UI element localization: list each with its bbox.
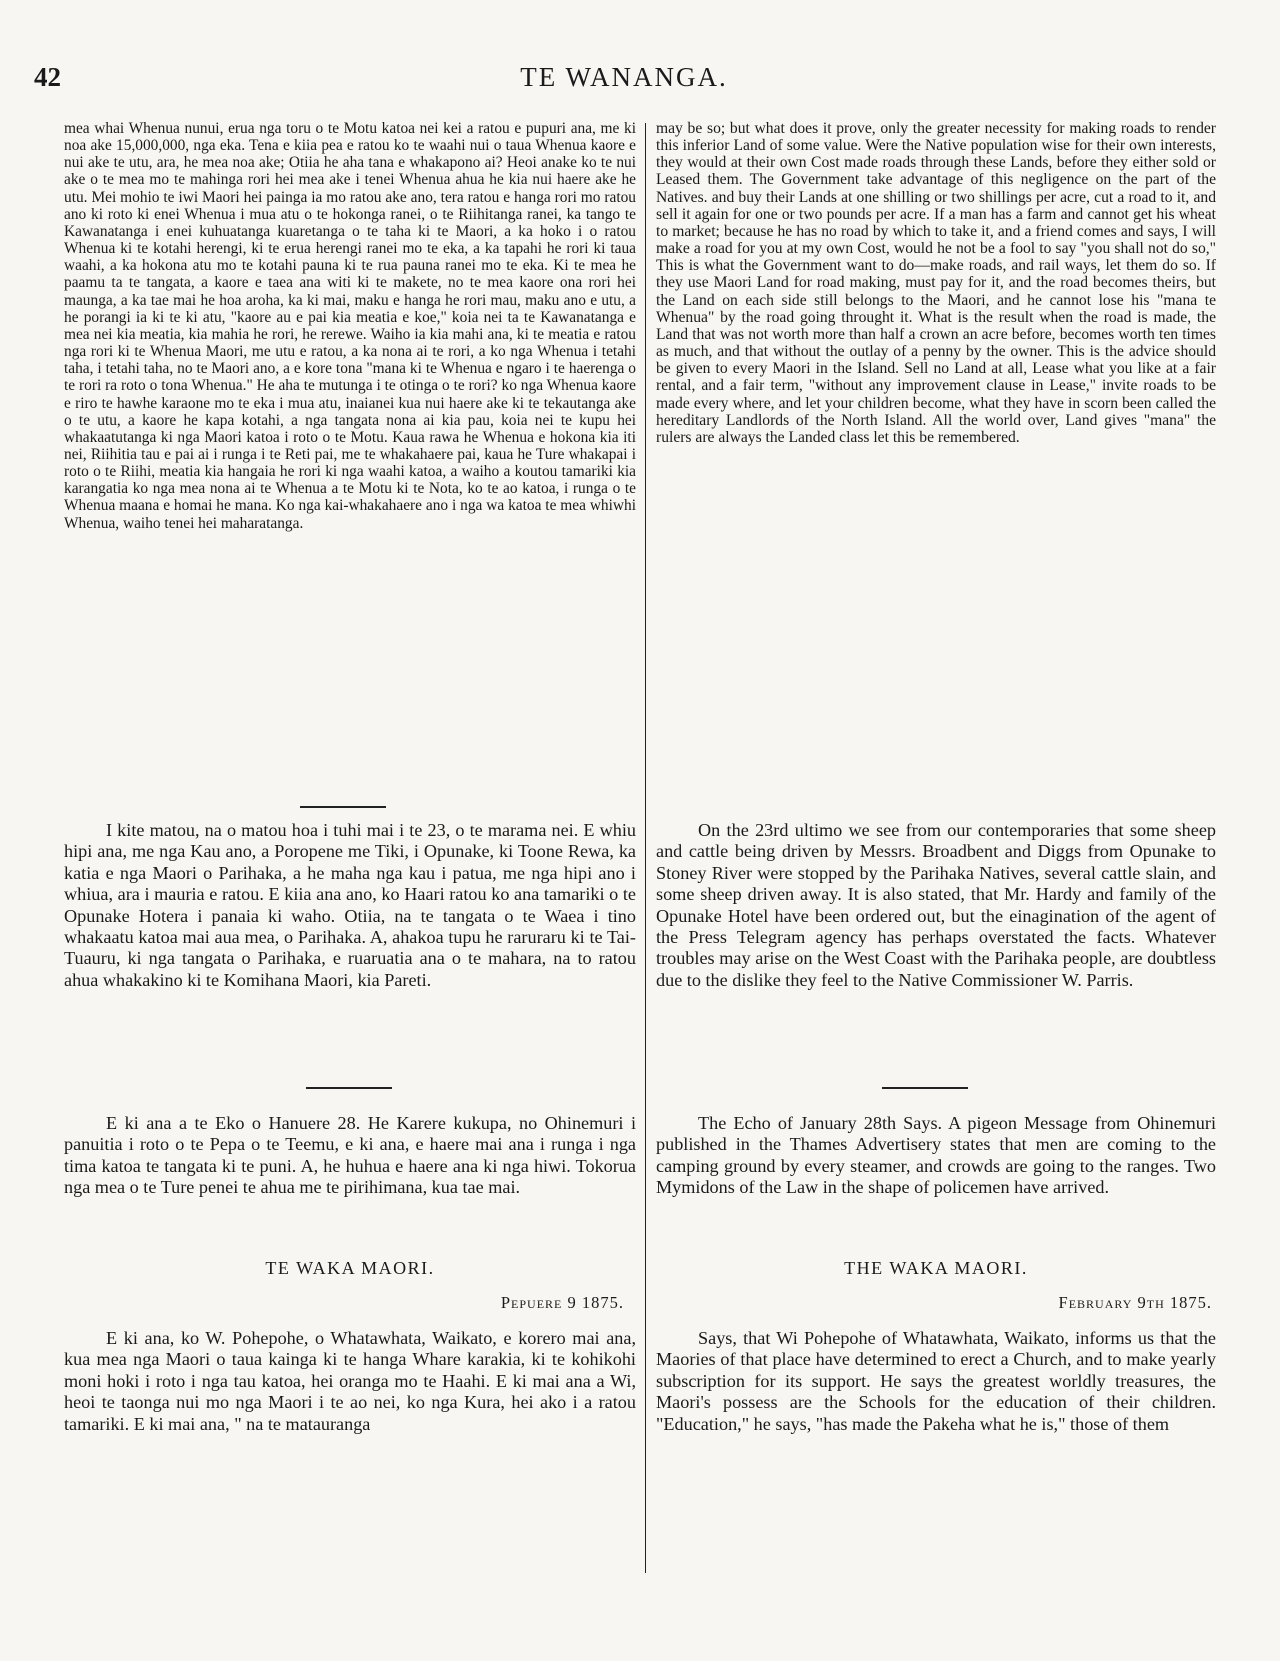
land-maori-text: mea whai Whenua nunui, erua nga toru o te Motu katoa nei kei a ratou e pupuri ana, me ki noa ake 15,000,000, nga eka. Tena e kiia pea e ratou ko te waahi nui o taua Whenua kaore e nui ake te utu, ara, he mea noa ake; Otiia he aha tana e whakapono ai? Heoi anake ko te nui ake o te mea mo te mahinga rori hei mea ake i tenei Whenua ahua he kia nui haere ake he utu. Mei mohio te iwi Maori hei painga ia mo ratou ake ano, tera ratou e hanga rori mo ratou ano ki roto ki enei Whenua i mua atu o te hokonga ranei, o te Riihitanga ranei, ka tango te Kawanatanga i enei kuhuatanga kuaretanga o te taha ki te Maori, a ka hoko i o ratou Whenua ki te kotahi herengi, ki te erua herengi ranei mo te eka, a ka tapahi he rori ki taua waahi, a ka hokona atu mo te kotahi pauna ki te rua pauna ranei mo te eka. Ki te mea he paamu ta te tangata, a kaore e taea ana witi ki te makete, no te mea kaore ona rori hei maunga, a ka tae mai he hoa aroha, ka ki mai, maku e hanga he rori mau, maku ano e utu, a he porangi ia ki te ki atu, "kaore au e pai kia meatia e koe," koia nei ta te Kawanatanga e mea nei kia meatia, kia mahia he rori, he rerewe. Waiho ia kia mahi ana, ki te meatia e ratou nga rori ki te Whenua Maori, me utu e ratou, a ka nona ai te rori, a ko nga Whenua i tetahi taha, i tetahi taha, no te Maori ano, a e kore tona "mana ki te Whenua e ngaro i te haerenga o te rori ra roto o tona Whenua." He aha te mutunga i te otinga o te rori? ko nga Whenua kaore e riro te hawhe karaone mo te eka i mua atu, inaianei kua nui haere ake ki te tekautanga ake o te utu, a kaore he kapa kotahi, a nga tangata nona ai kia pau, koia nei te kupu hei whakaatutanga ki nga Maori katoa i roto o te Motu. Kaua rawa he Whenua e hokona kia iti nei, Riihitia tau e pai ai i runga i te Reti pai, me te whakahaere pai, kaua he Ture whakapai i roto o te Riihi, meatia kia hangaia he rori ki nga waahi katoa, a waiho a koutou tamariki kia karangatia ko nga mea nona ai te Whenua a te Motu ki te Nota, ko te ao katoa, i runga o te Whenua maana e homai he mana. Ko nga kai-whakahaere ano i nga wa katoa te mea whiwhi Whenua, waiho tenei hei maharatanga. bbox=[64, 120, 636, 532]
english-column bbox=[656, 120, 1216, 620]
land-english-text: may be so; but what does it prove, only the greater necessity for making roads to render this inferior Land of some value. Were the Native population wise for their own interests, they would at their own Cost made roads through these Lands, before they either sold or Leased them. The Government take advantage of this negligence on the part of the Natives. and buy their Lands at one shilling or two shillings per acre, cut a road to it, and sell it again for one or two pounds per acre. If a man has a farm and cannot get his wheat to market; because he has no road by which to take it, and a friend comes and says, I will make a road for you at my own Cost, would he not be a fool to say "you shall not do so," This is what the Government want to do—make roads, and rail ways, let them do so. If they use Maori Land for road making, must pay for it, and the road becomes theirs, but the Land on each side still belongs to the Maori, and he cannot lose his "mana te Whenua" by the road going throught it. What is the result when the road is made, the Land that was not worth more than half a crown an acre before, becomes worth ten times as much, and that without the outlay of a penny by the owner. This is the advice should be given to every Maori in the Island. Sell no Land at all, Lease what you like at a fair rental, and a fair term, "without any improvement clause in Lease," invite roads to be made every where, and let your children become, what they have in scorn been called the hereditary Landlords of the North Island. All the world over, Land gives "mana" the rulers are always the Landed class let this be remembered. bbox=[656, 120, 1216, 446]
maori-column bbox=[64, 120, 636, 780]
waka-maori-text: E ki ana, ko W. Pohepohe, o Whatawhata, Waikato, e korero mai ana, kua mea nga Maori o taua kainga ki te hanga Whare karakia, ki te kohikohi moni hoki i roto i nga tau katoa, hei oranga mo te Haahi. E ki mai ana a Wi, heoi te taonga nui mo nga Maori i te ao nei, ko nga Kura, hei ako i a ratou tamariki. E ki mai ana, " na te matauranga bbox=[64, 1328, 636, 1434]
page-header bbox=[34, 62, 1214, 102]
parihaka-english-text: On the 23rd ultimo we see from our contemporaries that some sheep and cattle being driven by Messrs. Broadbent and Diggs from Opunake to Stoney River were stopped by the Parihaka Natives, several cattle slain, and some sheep driven away. It is also stated, that Mr. Hardy and family of the Opunake Hotel have been ordered out, but the einagination of the agent of the Press Telegram agency has perhaps overstated the facts. Whatever troubles may arise on the West Coast with the Parihaka people, are doubtless due to the dislike they feel to the Native Commissioner W. Parris. bbox=[656, 820, 1216, 990]
separator-rule bbox=[300, 806, 386, 808]
waka-english-date: February 9th 1875. bbox=[1058, 1293, 1212, 1312]
english-column bbox=[656, 1328, 1216, 1478]
maori-column bbox=[64, 1328, 636, 1478]
waka-maori-dateline bbox=[64, 1293, 624, 1313]
waka-maori-date: Pepuere 9 1875. bbox=[500, 1293, 624, 1312]
separator-rule bbox=[306, 1087, 392, 1089]
echo-english-text: The Echo of January 28th Says. A pigeon Message from Ohinemuri published in the Thames Advertisery states that men are coming to the camping ground by every steamer, and crowds are going to the ranges. Two Mymidons of the Law in the shape of policemen have arrived. bbox=[656, 1113, 1216, 1198]
page-number: 42 bbox=[34, 62, 61, 92]
waka-maori-heading: TE WAKA MAORI. bbox=[265, 1258, 435, 1278]
masthead-title: TE WANANGA. bbox=[520, 62, 728, 92]
waka-english-heading: THE WAKA MAORI. bbox=[844, 1258, 1028, 1278]
column-divider bbox=[645, 123, 646, 1573]
waka-english-text: Says, that Wi Pohepohe of Whatawhata, Waikato, informs us that the Maories of that place have determined to erect a Church, and to make yearly subscription for its support. He says the greatest worldly treasures, the Maori's possess are the Schools for the education of their children. "Education," he says, "has made the Pakeha what he is," those of them bbox=[656, 1328, 1216, 1434]
separator-rule bbox=[882, 1087, 968, 1089]
maori-column bbox=[64, 820, 636, 1060]
echo-maori-text: E ki ana a te Eko o Hanuere 28. He Karere kukupa, no Ohinemuri i panuitia i roto o te Pepa o te Teemu, e ki ana, e haere mai ana i runga i nga tima katoa te tangata ki te puni. A, he huhua e haere ana ki nga hiwi. Tokorua nga mea o te Ture penei te ahua me te pirihimana, kua tae mai. bbox=[64, 1113, 636, 1198]
maori-column bbox=[64, 1113, 636, 1229]
parihaka-maori-text: I kite matou, na o matou hoa i tuhi mai i te 23, o te marama nei. E whiu hipi ana, me nga Kau ano, a Poropene me Tiki, i Opunake, ki Toone Rewa, ka katia e nga Maori o Parihaka, a he maha nga kau i patua, me nga hipi ano i whiua, ara i mauria e ratou. E kiia ana ano, ko Haari ratou ko ana tamariki o te Opunake Hotera i panaia ki waho. Otiia, na te tangata o te Waea i tino whakaatu katoa mai aua mea, o Parihaka. A, ahakoa tupu he raruraru ki te Tai-Tuauru, ki nga tangata o Parihaka, e ruaruatia ana o te mahara, na to ratou ahua whakakino ki te Komihana Maori, kia Pareti. bbox=[64, 820, 636, 990]
waka-english-dateline bbox=[656, 1293, 1212, 1313]
english-column bbox=[656, 820, 1216, 1060]
english-column bbox=[656, 1113, 1216, 1229]
